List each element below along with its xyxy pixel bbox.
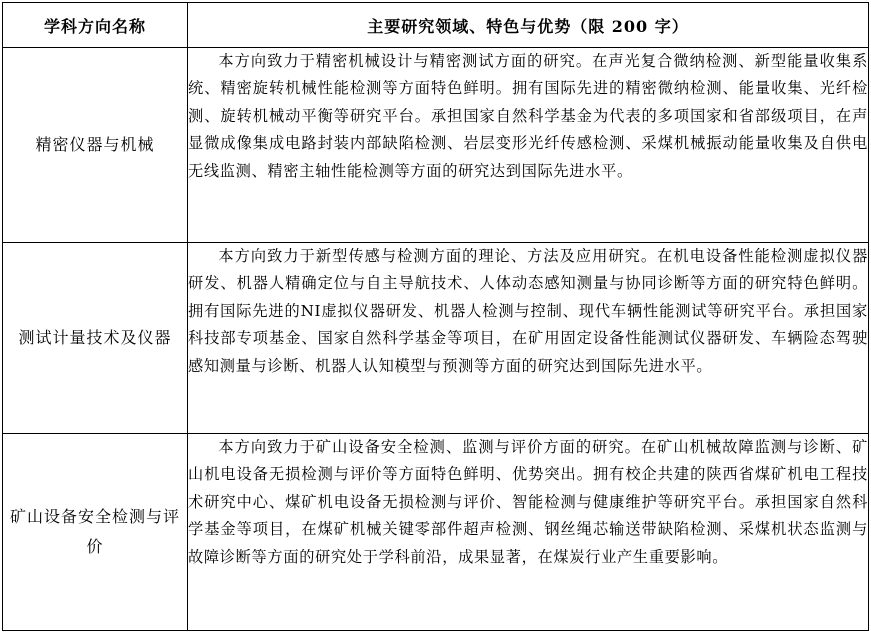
table-row (3, 48, 869, 243)
description-text: 本方向致力于矿山设备安全检测、监测与评价方面的研究。在矿山机械故障监测与诊断、矿山机电设备无损检测与评价等方面特色鲜明、优势突出。拥有校企共建的陕西省煤矿机电工程技术研究中心、煤矿机电设备无损检测与评价、智能检测与健康维护等研究平台。承担国家自然科学基金等项目，在煤矿机械关键零部件超声检测、钢丝绳芯输送带缺陷检测、采煤机状态监测与故障诊断等方面的研究处于学科前沿，成果显著，在煤炭行业产生重要影响。 (188, 438, 868, 566)
description-text: 本方向致力于新型传感与检测方面的理论、方法及应用研究。在机电设备性能检测虚拟仪器研发、机器人精确定位与自主导航技术、人体动态感知测量与协同诊断等方面的研究特色鲜明。拥有国际先进的NI虚拟仪器研发、机器人检测与控制、现代车辆性能测试等研究平台。承担国家科技部专项基金、国家自然科学基金等项目，在矿用固定设备性能测试仪器研发、车辆险态驾驶感知测量与诊断、机器人认知模型与预测等方面的研究达到国际先进水平。 (188, 247, 868, 375)
discipline-name-cell: 测试计量技术及仪器 (3, 243, 188, 434)
description-cell (188, 48, 869, 243)
table-row (3, 434, 869, 631)
description-cell (188, 434, 869, 631)
discipline-name-cell: 精密仪器与机械 (3, 48, 188, 243)
discipline-name-cell: 矿山设备安全检测与评价 (3, 434, 188, 631)
table-row (3, 243, 869, 434)
header-research-areas: 主要研究领域、特色与优势（限 200 字） (188, 3, 869, 48)
discipline-table (2, 2, 869, 631)
table-header-row (3, 3, 869, 48)
header-discipline-name: 学科方向名称 (3, 3, 188, 48)
description-cell (188, 243, 869, 434)
description-text: 本方向致力于精密机械设计与精密测试方面的研究。在声光复合微纳检测、新型能量收集系统、精密旋转机械性能检测等方面特色鲜明。拥有国际先进的精密微纳检测、能量收集、光纤检测、旋转机械动平衡等研究平台。承担国家自然科学基金为代表的多项国家和省部级项目，在声显微成像集成电路封装内部缺陷检测、岩层变形光纤传感检测、采煤机械振动能量收集及自供电无线监测、精密主轴性能检测等方面的研究达到国际先进水平。 (188, 52, 868, 180)
